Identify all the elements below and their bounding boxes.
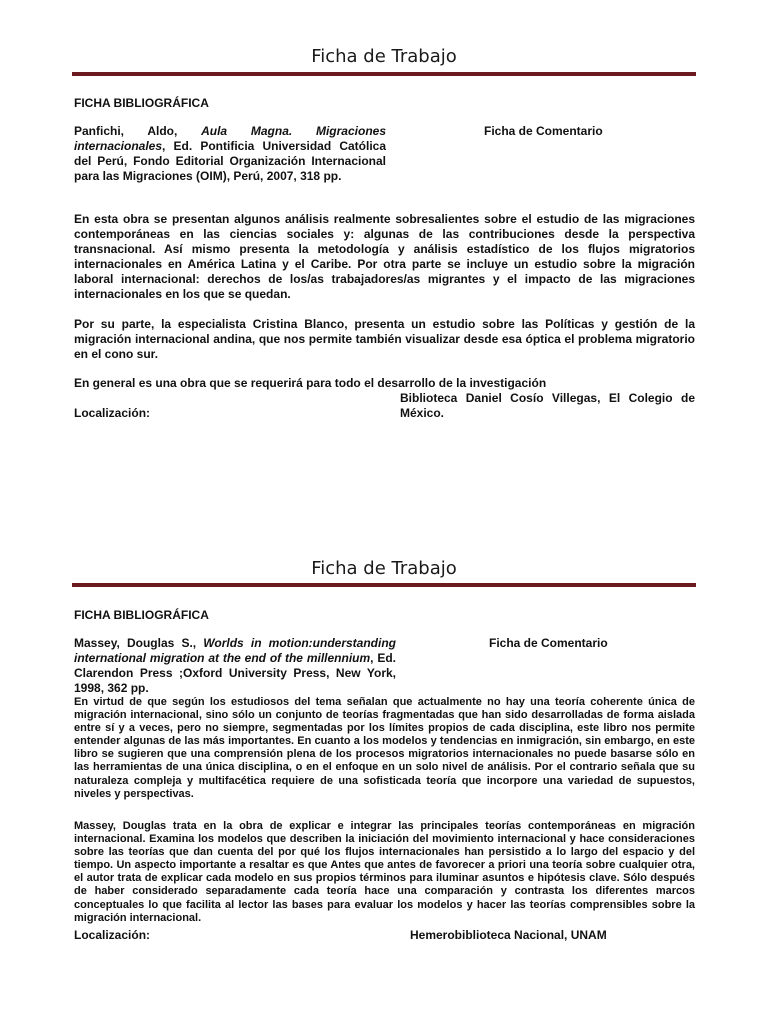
comment-label: Ficha de Comentario <box>484 124 603 138</box>
reference-publisher: , Ed. Pontificia Universidad Católica del Perú, Fondo Editorial Organización Internacional para las Migraciones (OIM), Perú, 2007, 318 pp. <box>74 139 386 183</box>
bibliographic-label: FICHA BIBLIOGRÁFICA <box>74 608 209 622</box>
location-value: Biblioteca Daniel Cosío Villegas, El Colegio de México. <box>400 391 695 420</box>
title-rule <box>72 583 696 587</box>
location-value: Hemerobiblioteca Nacional, UNAM <box>410 928 607 942</box>
bibliographic-reference <box>74 124 386 184</box>
comment-paragraph-1: En virtud de que según los estudiosos del tema señalan que actualmente no hay una teoría coherente única de migración internacional, sino sólo un conjunto de teorías fragmentadas que han sido desarrolladas de forma aislada entre sí y a veces, pero no siempre, segmentadas por los límites propios de cada disciplina, este libro nos permite entender algunas de las más importantes. En cuanto a los modelos y tendencias en inmigración, sin embargo, en este libro se sugieren que una comprensión plena de los procesos migratorios internacionales no puede basarse sólo en las herramientas de una única disciplina, o en el enfoque en un solo nivel de análisis. Por el contrario señala que su naturaleza compleja y multifacética requiere de una sofisticada teoría que incorpore una variedad de supuestos, niveles y perspectivas. <box>74 696 695 800</box>
location-label: Localización: <box>74 406 151 420</box>
card-title: Ficha de Trabajo <box>311 46 457 67</box>
bibliographic-reference <box>74 636 396 696</box>
bibliographic-label: FICHA BIBLIOGRÁFICA <box>74 96 209 110</box>
reference-author: Massey, Douglas S., <box>74 636 204 650</box>
reference-title: Aula Magna. Migraciones internacionales <box>74 124 386 153</box>
comment-paragraph-3: En general es una obra que se requerirá para todo el desarrollo de la investigación <box>74 376 547 390</box>
comment-paragraph-2: Massey, Douglas trata en la obra de explicar e integrar las principales teorías contemporáneas en migración internacional. Examina los modelos que describen la iniciación del movimiento internacional y hace consideraciones sobre las teorías que dan cuenta del por qué los flujos internacionales han persistido a lo largo del espacio y del tiempo. Un aspecto importante a resaltar es que Antes que antes de favorecer a priori una teoría sobre cualquier otra, el autor trata de explicar cada modelo en sus propios términos para iluminar asuntos e hipótesis clave. Sólo después de haber considerado separadamente cada teoría hace una comparación y contrasta los diferentes marcos conceptuales lo que facilita al lector las bases para evaluar los modelos y hacer las teorías comprensibles sobre la migración internacional. <box>74 820 695 924</box>
reference-title: Worlds in motion:understanding international migration at the end of the millennium <box>74 636 396 665</box>
comment-paragraph-1: En esta obra se presentan algunos análisis realmente sobresalientes sobre el estudio de las migraciones contemporáneas en las ciencias sociales y: algunas de las contribuciones desde la perspectiva transnacional. Así mismo presenta la metodología y análisis estadístico de los flujos migratorios internacionales en América Latina y el Caribe. Por otra parte se incluye un estudio sobre la migración laboral internacional: derechos de los/as trabajadores/as migrantes y el impacto de las migraciones internacionales en los que se quedan. <box>74 212 695 301</box>
comment-label: Ficha de Comentario <box>489 636 608 650</box>
reference-publisher: , Ed. Clarendon Press ;Oxford University Press, New York, 1998, 362 pp. <box>74 651 396 695</box>
reference-author: Panfichi, Aldo, <box>74 124 202 138</box>
location-label: Localización: <box>74 928 151 942</box>
comment-paragraph-2: Por su parte, la especialista Cristina Blanco, presenta un estudio sobre las Políticas y gestión de la migración internacional andina, que nos permite también visualizar desde esa óptica el problema migratorio en el cono sur. <box>74 317 695 361</box>
card-title: Ficha de Trabajo <box>311 558 457 579</box>
title-rule <box>72 72 696 76</box>
